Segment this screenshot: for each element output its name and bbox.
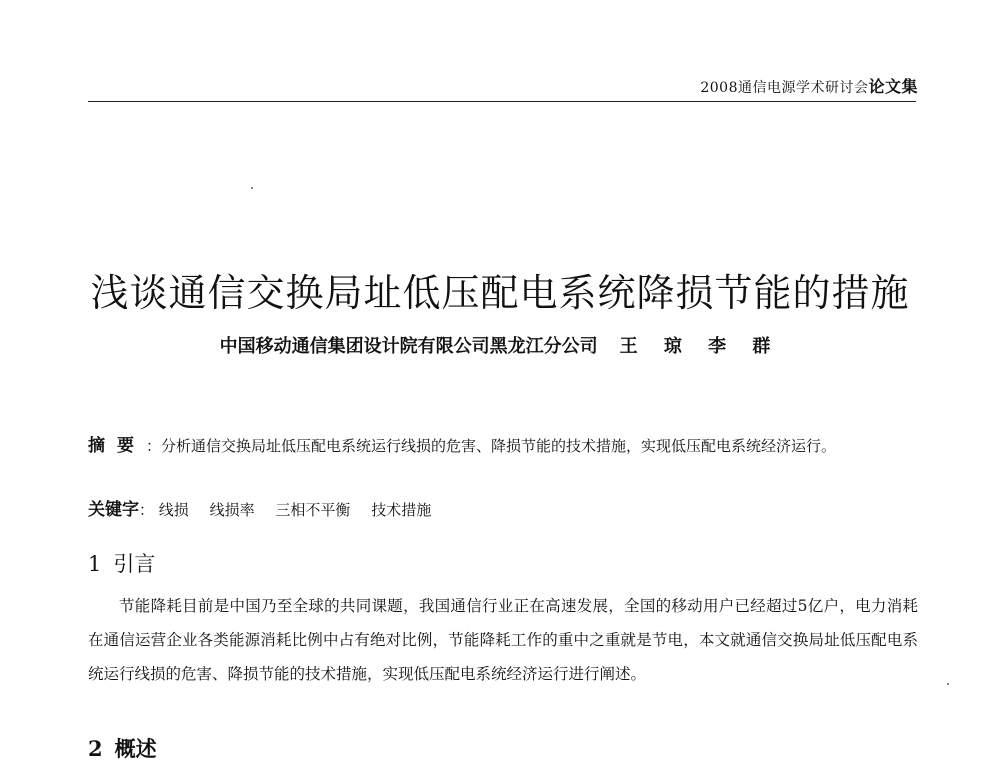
- section-title: 概述: [114, 737, 157, 760]
- header-rule: [88, 101, 916, 102]
- authors: 王 琼 李 群: [619, 336, 781, 357]
- section-number: 2: [88, 736, 103, 760]
- running-head: [700, 74, 918, 97]
- keywords-colon: ：: [139, 501, 155, 519]
- introduction-paragraph: 节能降耗目前是中国乃至全球的共同课题，我国通信行业正在高速发展，全国的移动用户已经超过5亿户，电力消耗在通信运营企业各类能源消耗比例中占有绝对比例，节能降耗工作的重中之重就是节电，本文就通信交换局址低压配电系统运行线损的危害、降损节能的技术措施，实现低压配电系统经济运行进行阐述。: [88, 597, 918, 683]
- section-number: 1: [88, 552, 102, 576]
- affiliation: 中国移动通信集团设计院有限公司黑龙江分公司: [219, 336, 598, 357]
- abstract: [88, 433, 918, 460]
- abstract-label: 摘要: [88, 436, 146, 456]
- section-title: 引言: [113, 552, 156, 576]
- keywords-label: 关键字: [88, 500, 139, 520]
- keyword-item: 三相不平衡: [275, 501, 351, 519]
- section-heading-introduction: [88, 548, 155, 578]
- abstract-text: 分析通信交换局址低压配电系统运行线损的危害、降损节能的技术措施，实现低压配电系统经济运行。: [161, 437, 837, 455]
- running-head-conference: 2008通信电源学术研讨会: [700, 80, 869, 96]
- keyword-item: 技术措施: [371, 501, 432, 519]
- section-heading-overview: [88, 733, 157, 760]
- abstract-colon: ：: [146, 437, 162, 455]
- keyword-item: 线损: [158, 501, 189, 519]
- running-head-proceedings: 论文集: [868, 77, 918, 96]
- paper-title: 浅谈通信交换局址低压配电系统降损节能的措施: [90, 271, 910, 315]
- scan-speck: [251, 187, 253, 189]
- keywords: [88, 495, 918, 520]
- keyword-item: 线损率: [209, 501, 255, 519]
- scan-speck: [947, 683, 949, 685]
- affiliation-line: [0, 332, 1000, 358]
